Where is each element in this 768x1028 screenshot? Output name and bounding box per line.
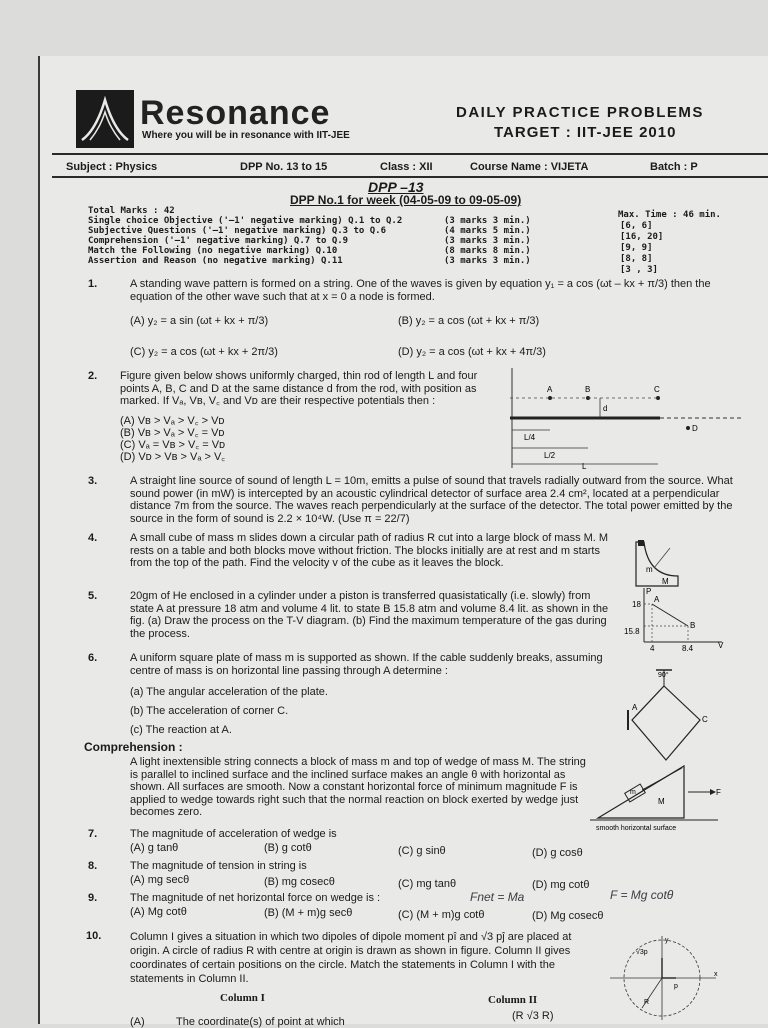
- option-a: (A) Mg cotθ: [130, 906, 187, 918]
- option-c: (C) mg tanθ: [398, 878, 457, 890]
- option-d: (D) Vᴅ > Vʙ > Vₐ > V꜀: [120, 451, 226, 463]
- question-number: 9.: [88, 892, 98, 904]
- question-text: A uniform square plate of mass m is supported as shown. If the cable suddenly breaks, assuming centre of mass is on horizontal line passing through A determine :: [130, 652, 603, 677]
- question-number: 4.: [88, 532, 98, 544]
- fig-label-l2: L/2: [544, 451, 556, 460]
- option-c: (C) g sinθ: [398, 845, 446, 857]
- fig-label-a: A: [632, 703, 638, 712]
- question-text: Figure given below shows uniformly charged, thin rod of length L and four points A, B, C and D at the same distance d from the rod, with position as marked. If Vₐ, Vʙ, V꜀ and Vᴅ are their respective potentials then :: [120, 370, 478, 407]
- marking-marks: (3 marks 3 min.): [444, 256, 531, 266]
- comprehension-heading: Comprehension :: [84, 740, 183, 754]
- dpp-heading: DAILY PRACTICE PROBLEMS: [456, 104, 704, 121]
- fig-label-b: B: [690, 621, 696, 630]
- fig-label-c: C: [654, 385, 660, 394]
- course-label: Course Name : VIJETA: [470, 161, 589, 173]
- pv-diagram-figure: [622, 586, 726, 652]
- max-time: Max. Time : 46 min.: [618, 210, 721, 220]
- fig-label-angle: 90°: [658, 672, 669, 679]
- fig-axis-p: P: [646, 587, 652, 596]
- option-b: (B) mg cosecθ: [264, 876, 335, 888]
- fig-label-d: D: [692, 424, 698, 433]
- option-c: (C) Vₐ = Vʙ > V꜀ = Vᴅ: [120, 439, 226, 451]
- target-heading: TARGET : IIT-JEE 2010: [494, 124, 677, 141]
- marking-section: Subjective Questions ('–1' negative marking) Q.3 to Q.6: [88, 226, 387, 236]
- question-number: 10.: [86, 930, 102, 942]
- fig-label-a: A: [547, 385, 553, 394]
- fig-label-a: A: [654, 595, 660, 604]
- marking-range: [6, 6]: [620, 221, 653, 231]
- marking-range: [16, 20]: [620, 232, 664, 242]
- brand-tagline: Where you will be in resonance with IIT-JEE: [142, 130, 350, 141]
- fig-label-r: R: [644, 999, 650, 1006]
- marking-marks: (3 marks 3 min.): [444, 236, 531, 246]
- option-a: (A) Vʙ > Vₐ > V꜀ > Vᴅ: [120, 415, 225, 427]
- question-text: Column I gives a situation in which two dipoles of dipole moment pî and √3 pĵ are placed at origin. A circle of radius R with centre at origin is drawn as shown in figure. Column II gives coordinates of certain positions on the circle. Match the statements in Column I with the statements in Column II.: [130, 931, 572, 985]
- fig-label-distance: d: [603, 404, 608, 413]
- dipole-circle-figure: [606, 934, 722, 1022]
- question-text: 20gm of He enclosed in a cylinder under a piston is transferred quasistatically (i.e. slowly) from state A at pressure 18 atm and volume 4 lit. to state B 15.8 atm and volume 8.4 lit. as shown in the fig. (a) Draw the process on the T-V diagram. (b) Find the maximum temperature of the gas during the process.: [130, 590, 609, 640]
- marking-section: Assertion and Reason (no negative marking) Q.11: [88, 256, 343, 266]
- header-rule-bottom: [52, 176, 768, 178]
- column-1-label-a: (A): [130, 1016, 145, 1028]
- fig-label-m: m: [630, 789, 636, 796]
- dpp-title: DPP –13: [368, 179, 424, 195]
- fig-tick-p2: 15.8: [624, 627, 640, 636]
- handwritten-note: F = Mg cotθ: [610, 888, 674, 902]
- fig-label-big-m: M: [662, 577, 669, 586]
- header-rule-top: [52, 153, 768, 155]
- handwritten-note: Fnet = Ma: [470, 890, 525, 904]
- question-text: The magnitude of net horizontal force on wedge is :: [130, 892, 381, 904]
- column-1-heading: Column I: [220, 992, 265, 1004]
- option-b: (B) g cotθ: [264, 842, 312, 854]
- option-a: (A) mg secθ: [130, 874, 190, 886]
- option-c: (C) y₂ = a cos (ωt + kx + 2π/3): [130, 346, 278, 358]
- fig-axis-y: y: [665, 937, 669, 944]
- option-d: (D) y₂ = a cos (ωt + kx + 4π/3): [398, 346, 546, 358]
- question-text: A small cube of mass m slides down a circular path of radius R cut into a large block of mass M. M rests on a table and both blocks move without friction. The blocks initially are at rest and m starts from the top of the path. Find the velocity v of the cube as it leaves the block.: [130, 532, 609, 569]
- question-number: 5.: [88, 590, 98, 602]
- option-d: (D) mg cotθ: [532, 879, 590, 891]
- charged-rod-figure: [510, 368, 750, 470]
- fig-label-big-m: M: [658, 797, 665, 806]
- marking-marks: (4 marks 5 min.): [444, 226, 531, 236]
- part-a: (a) The angular acceleration of the plate.: [130, 686, 328, 698]
- option-b: (B) Vʙ > Vₐ > V꜀ = Vᴅ: [120, 427, 225, 439]
- column-2-item-p: (R √3 R): [512, 1010, 554, 1022]
- fig-label-b: B: [585, 385, 591, 394]
- question-number: 3.: [88, 475, 98, 487]
- question-number: 7.: [88, 828, 98, 840]
- dpp-number: DPP No. 13 to 15: [240, 161, 328, 173]
- fig-label-c: C: [702, 715, 708, 724]
- fig-label-m: m: [646, 565, 653, 574]
- marking-section: Comprehension ('–1' negative marking) Q.7 to Q.9: [88, 236, 349, 246]
- marking-range: [3 , 3]: [620, 265, 658, 275]
- fig-tick-v2: 8.4: [682, 644, 694, 652]
- total-marks: Total Marks : 42: [88, 206, 175, 216]
- batch-label: Batch : P: [650, 161, 698, 173]
- marking-marks: (3 marks 3 min.): [444, 216, 531, 226]
- column-2-heading: Column II: [488, 994, 538, 1006]
- square-plate-figure: [624, 664, 724, 768]
- column-1-item-a: The coordinate(s) of point at which: [176, 1016, 345, 1028]
- week-label: DPP No.1 for week (04-05-09 to 09-05-09): [290, 193, 522, 207]
- part-c: (c) The reaction at A.: [130, 724, 232, 736]
- question-text: A straight line source of sound of length L = 10m, emitts a pulse of sound that travels radially outward from the source. What sound power (in mW) is intercepted by an acoustic cylindrical detector of surface area 2.4 cm², located at a perpendicular distance 7m from the source. The waves reach perpendicularly at the surface of the detector. The total power emitted by the source in the form of sound is 2.2 × 10⁴W. (Use π = 22/7): [130, 475, 733, 525]
- fig-tick-v1: 4: [650, 644, 655, 652]
- marking-section: Match the Following (no negative marking) Q.10: [88, 246, 338, 256]
- fig-tick-p1: 18: [632, 600, 641, 609]
- fig-label-l: L: [582, 462, 587, 470]
- brand-name: Resonance: [140, 94, 331, 132]
- fig-label-root3p: √3p: [636, 949, 648, 956]
- option-b: (B) (M + m)g secθ: [264, 907, 353, 919]
- class-label: Class : XII: [380, 161, 433, 173]
- option-a: (A) g tanθ: [130, 842, 179, 854]
- option-d: (D) g cosθ: [532, 847, 583, 859]
- fig-label-f: F: [716, 788, 721, 797]
- option-b: (B) y₂ = a cos (ωt + kx + π/3): [398, 315, 540, 327]
- subject-label: Subject : Physics: [66, 161, 158, 173]
- comprehension-text: A light inextensible string connects a block of mass m and top of wedge of mass M. The string is parallel to inclined surface and the inclined surface makes an angle θ with horizontal as shown. All surfaces are smooth. Now a constant horizontal force of minimum magnitude F is applied to wedge towards right such that the normal reaction on block exerted by wedge just becomes zero.: [130, 756, 586, 818]
- option-c: (C) (M + m)g cotθ: [398, 909, 485, 921]
- marking-section: Single choice Objective ('–1' negative marking) Q.1 to Q.2: [88, 216, 403, 226]
- question-text: The magnitude of tension in string is: [130, 860, 307, 872]
- fig-label-p: p: [674, 983, 678, 990]
- wedge-figure: [588, 760, 728, 832]
- marking-range: [9, 9]: [620, 243, 653, 253]
- question-text: A standing wave pattern is formed on a string. One of the waves is given by equation y₁ = a cos (ωt – kx + π/3) then the equation of the other wave such that at x = 0 a node is formed.: [130, 278, 711, 303]
- fig-label-l4: L/4: [524, 433, 536, 442]
- block-path-figure: [618, 538, 698, 588]
- option-d: (D) Mg cosecθ: [532, 910, 604, 922]
- question-number: 6.: [88, 652, 98, 664]
- fig-axis-x: x: [714, 971, 718, 978]
- option-a: (A) y₂ = a sin (ωt + kx + π/3): [130, 315, 269, 327]
- part-b: (b) The acceleration of corner C.: [130, 705, 289, 717]
- marking-marks: (8 marks 8 min.): [444, 246, 531, 256]
- question-number: 1.: [88, 278, 98, 290]
- resonance-logo-icon: [76, 90, 134, 148]
- question-text: The magnitude of acceleration of wedge is: [130, 828, 337, 840]
- fig-axis-v: V: [718, 641, 724, 650]
- fig-label-surface: smooth horizontal surface: [596, 825, 677, 832]
- marking-range: [8, 8]: [620, 254, 653, 264]
- question-number: 8.: [88, 860, 98, 872]
- question-number: 2.: [88, 370, 98, 382]
